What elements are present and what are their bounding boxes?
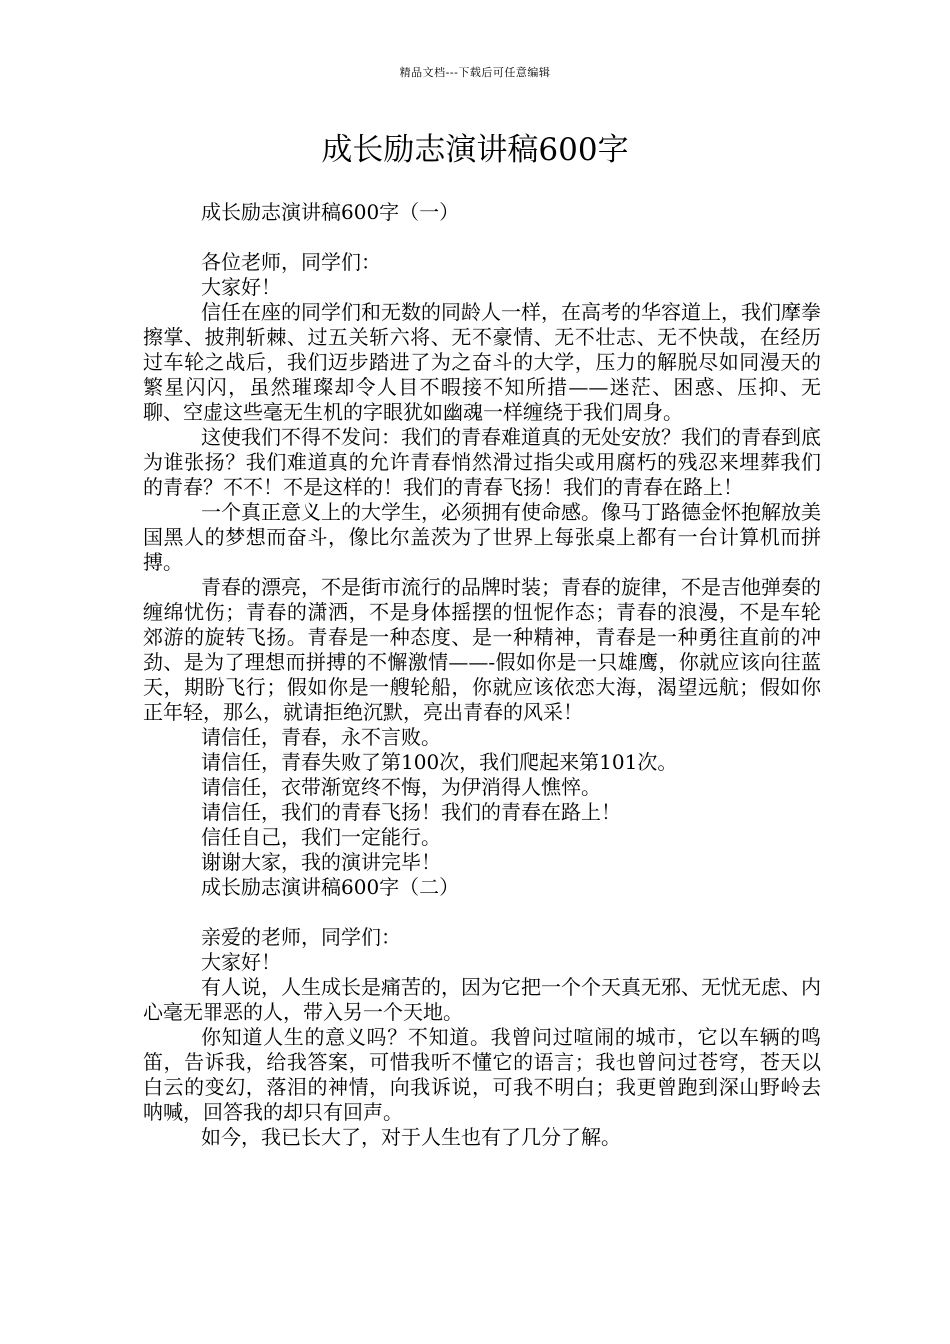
section-heading-2: 成长励志演讲稿600字（二） [201,875,460,899]
paragraph: 这使我们不得不发问：我们的青春难道真的无处安放？我们的青春到底为谁张扬？我们难道真的允许青春悄然滑过指尖或用腐朽的残忍来埋葬我们的青春？不不！不是这样的！我们的青春飞扬！我们的青春在路上！ [143,425,821,499]
greeting: 大家好！ [201,275,281,299]
salutation: 各位老师，同学们： [201,250,381,274]
paragraph: 青春的漂亮，不是街市流行的品牌时装；青春的旋律，不是吉他弹奏的缠绵忧伤；青春的潇洒，不是身体摇摆的忸怩作态；青春的浪漫，不是车轮郊游的旋转飞扬。青春是一种态度、是一种精神，青春是一种勇往直前的冲劲、是为了理想而拼搏的不懈激情——-假如你是一只雄鹰，你就应该向往蓝天，期盼飞行；假如你是一艘轮船，你就应该依恋大海，渴望远航；假如你正年轻，那么，就请拒绝沉默，亮出青春的风采！ [143,575,821,724]
document-title: 成长励志演讲稿600字 [321,132,629,168]
paragraph: 信任自己，我们一定能行。 [201,825,441,849]
paragraph: 请信任，青春失败了第100次，我们爬起来第101次。 [201,750,678,774]
section-heading-1: 成长励志演讲稿600字（一） [201,200,460,224]
paragraph: 有人说，人生成长是痛苦的，因为它把一个个天真无邪、无忧无虑、内心毫无罪恶的人，带入另一个天地。 [143,975,821,1024]
paragraph: 如今，我已长大了，对于人生也有了几分了解。 [201,1125,621,1149]
paragraph: 一个真正意义上的大学生，必须拥有使命感。像马丁路德金怀抱解放美国黑人的梦想而奋斗，像比尔盖茨为了世界上每张桌上都有一台计算机而拼搏。 [143,500,821,574]
header-note: 精品文档---下载后可任意编辑 [399,66,551,79]
paragraph: 信任在座的同学们和无数的同龄人一样，在高考的华容道上，我们摩拳擦掌、披荆斩棘、过五关斩六将、无不豪情、无不壮志、无不快哉，在经历过车轮之战后，我们迈步踏进了为之奋斗的大学，压力的解脱尽如同漫天的繁星闪闪，虽然璀璨却令人目不暇接不知所措——迷茫、困惑、压抑、无聊、空虚这些毫无生机的字眼犹如幽魂一样缠绕于我们周身。 [143,300,821,424]
salutation: 亲爱的老师，同学们： [201,925,401,949]
paragraph: 请信任，我们的青春飞扬！我们的青春在路上！ [201,800,621,824]
paragraph: 请信任，青春，永不言败。 [201,725,441,749]
document-body [143,200,821,1150]
paragraph: 谢谢大家，我的演讲完毕！ [201,850,441,874]
paragraph: 请信任，衣带渐宽终不悔，为伊消得人憔悴。 [201,775,601,799]
greeting: 大家好！ [201,950,281,974]
paragraph: 你知道人生的意义吗？不知道。我曾问过喧闹的城市，它以车辆的鸣笛，告诉我，给我答案，可惜我听不懂它的语言；我也曾问过苍穹，苍天以白云的变幻，落泪的神情，向我诉说，可我不明白；我更曾跑到深山野岭去呐喊，回答我的却只有回声。 [143,1025,821,1124]
